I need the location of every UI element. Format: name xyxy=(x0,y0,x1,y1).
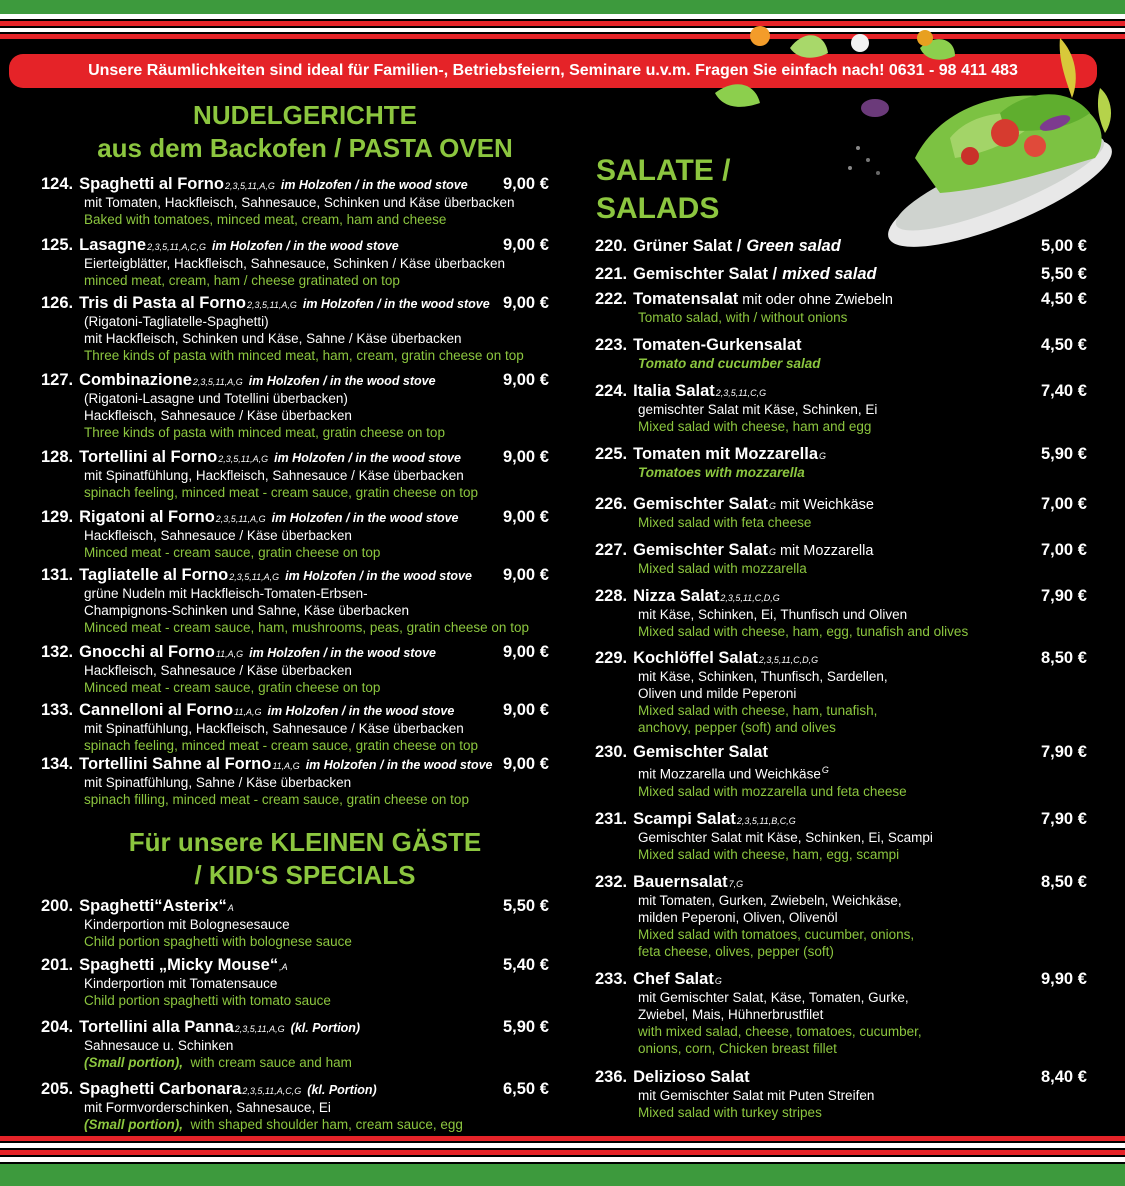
item-title-row xyxy=(595,495,874,514)
item-number: 125. xyxy=(41,236,74,254)
menu-item xyxy=(41,897,549,950)
item-allergens: 2,3,5,11,C,G xyxy=(715,388,767,398)
menu-item xyxy=(595,970,1087,1057)
item-price: 5,50 € xyxy=(503,897,549,915)
item-number: 131. xyxy=(41,566,74,584)
item-allergens: G xyxy=(819,451,827,461)
item-number: 232. xyxy=(595,873,628,891)
item-name: Tortellini al Forno xyxy=(79,448,218,466)
item-number: 129. xyxy=(41,508,74,526)
item-title-row xyxy=(41,508,458,527)
item-description: grüne Nudeln mit Hackfleisch-Tomaten-Erbsen- xyxy=(84,586,368,601)
item-title-row xyxy=(595,445,826,464)
item-description-english: Minced meat - cream sauce, gratin cheese on top xyxy=(84,545,381,560)
item-description-english: with mixed salad, cheese, tomatoes, cucumber, xyxy=(638,1024,922,1039)
item-description-english: anchovy, pepper (soft) and olives xyxy=(638,720,836,735)
item-description-english: minced meat, cream, ham / cheese gratinated on top xyxy=(84,273,400,288)
item-name-english: Green salad xyxy=(746,237,841,255)
item-description-english: Tomatoes with mozzarella xyxy=(638,465,805,480)
item-allergens: 2,3,5,11,A,G xyxy=(215,514,266,524)
item-description: Hackfleisch, Sahnesauce / Käse überbacken xyxy=(84,528,352,543)
item-price: 5,90 € xyxy=(1041,445,1087,463)
item-title-row xyxy=(595,1068,874,1087)
item-number: 128. xyxy=(41,448,74,466)
item-description-english xyxy=(84,1116,463,1133)
item-name: Gemischter Salat xyxy=(633,541,768,559)
item-description-english: spinach filling, minced meat - cream sauce, gratin cheese on top xyxy=(84,792,469,807)
item-description: mit Spinatfühlung, Hackfleisch, Sahnesauce / Käse überbacken xyxy=(84,721,464,736)
item-description: Gemischter Salat mit Käse, Schinken, Ei, Scampi xyxy=(638,830,933,845)
item-title-row xyxy=(41,643,436,662)
kids-specials-heading: Für unsere KLEINEN GÄSTE / KID‘S SPECIALS xyxy=(128,827,482,890)
item-note: (kl. Portion) xyxy=(290,1021,361,1035)
item-name: Gemischter Salat / xyxy=(633,265,778,283)
item-name: Spaghetti“Asterix“ xyxy=(79,897,227,915)
item-name: Gnocchi al Forno xyxy=(79,643,215,661)
item-description-english xyxy=(84,1054,360,1071)
item-title-row xyxy=(595,810,933,829)
item-note: im Holzofen / in the wood stove xyxy=(280,178,468,192)
item-name: Tomaten mit Mozzarella xyxy=(633,445,819,463)
item-description-english: feta cheese, olives, pepper (soft) xyxy=(638,944,834,959)
menu-item xyxy=(41,1080,549,1133)
item-number: 228. xyxy=(595,587,628,605)
item-note: (kl. Portion) xyxy=(307,1083,377,1097)
item-number: 226. xyxy=(595,495,628,513)
item-name: Kochlöffel Salat xyxy=(633,649,758,667)
item-description-english: Three kinds of pasta with minced meat, gratin cheese on top xyxy=(84,425,445,440)
item-name: Combinazione xyxy=(79,371,192,389)
item-description: mit Käse, Schinken, Ei, Thunfisch und Oliven xyxy=(638,607,908,622)
item-allergens: 2,3,5,11,A,G xyxy=(224,181,275,191)
item-note: im Holzofen / in the wood stove xyxy=(305,758,493,772)
item-description-english: Child portion spaghetti with tomato sauce xyxy=(84,993,331,1008)
item-name: Cannelloni al Forno xyxy=(79,701,234,719)
item-number: 227. xyxy=(595,541,628,559)
item-description-english: Mixed salad with cheese, ham, egg, tunafish and olives xyxy=(638,624,969,639)
item-price: 8,50 € xyxy=(1041,873,1087,891)
pasta-oven-heading: NUDELGERICHTE aus dem Backofen / PASTA OVEN xyxy=(97,100,513,163)
item-name: Tortellini alla Panna xyxy=(79,1018,234,1036)
item-description: mit Käse, Schinken, Thunfisch, Sardellen, xyxy=(638,669,888,684)
item-title-row xyxy=(41,236,505,255)
item-description-english: onions, corn, Chicken breast fillet xyxy=(638,1041,837,1056)
item-name: Delizioso Salat xyxy=(633,1068,750,1086)
item-name: Gemischter Salat xyxy=(633,495,768,513)
item-note: im Holzofen / in the wood stove xyxy=(267,704,455,718)
menu-item xyxy=(595,336,1087,372)
item-allergens: 2,3,5,11,C,D,G xyxy=(720,593,780,603)
item-description-english: Mixed salad with mozzarella und feta cheese xyxy=(638,783,907,799)
item-description: (Rigatoni-Tagliatelle-Spaghetti) xyxy=(84,314,269,329)
salads-heading: SALATE / SALADS xyxy=(596,154,731,225)
item-number: 200. xyxy=(41,897,74,915)
item-title-row xyxy=(595,237,841,256)
menu-item xyxy=(41,448,549,501)
item-allergens: 2,3,5,11,A,G xyxy=(218,454,269,464)
item-allergens: G xyxy=(768,501,776,511)
item-description-english: Mixed salad with turkey stripes xyxy=(638,1105,822,1120)
item-price: 9,00 € xyxy=(503,448,549,466)
item-number: 231. xyxy=(595,810,628,828)
item-number: 233. xyxy=(595,970,628,988)
item-title-row xyxy=(41,294,524,313)
item-description-english-text: with cream sauce and ham xyxy=(183,1055,352,1070)
item-description: mit Gemischter Salat, Käse, Tomaten, Gurke, xyxy=(638,990,909,1005)
item-allergens: G xyxy=(714,976,722,986)
item-number: 127. xyxy=(41,371,74,389)
item-allergens: 2,3,5,11,A,C,G xyxy=(147,242,206,252)
menu-item xyxy=(41,643,549,696)
item-note: im Holzofen / in the wood stove xyxy=(271,511,459,525)
item-description: Zwiebel, Mais, Hühnerbrustfilet xyxy=(638,1007,824,1022)
item-number: 229. xyxy=(595,649,628,667)
item-description: mit Tomaten, Gurken, Zwiebeln, Weichkäse, xyxy=(638,893,902,908)
item-description-english: Three kinds of pasta with minced meat, ham, cream, gratin cheese on top xyxy=(84,348,524,363)
menu-item xyxy=(595,290,1087,326)
item-description: Eierteigblätter, Hackfleisch, Sahnesauce, Schinken / Käse überbacken xyxy=(84,256,505,271)
item-allergens: 2,3,5,11,A,G xyxy=(229,572,280,582)
item-allergens: ,A xyxy=(279,962,288,972)
item-allergens: 2,3,5,11,A,G xyxy=(247,300,297,310)
item-name-detail: mit Mozzarella xyxy=(779,543,874,559)
menu-item xyxy=(595,587,1087,640)
item-price: 5,90 € xyxy=(503,1018,549,1036)
item-price: 9,00 € xyxy=(503,371,549,389)
item-price: 9,00 € xyxy=(503,175,549,193)
item-price: 7,90 € xyxy=(1041,810,1087,828)
item-description-english-text: with shaped shoulder ham, cream sauce, egg xyxy=(183,1117,463,1132)
item-number: 134. xyxy=(41,755,74,773)
item-title-row xyxy=(595,743,907,762)
item-number: 205. xyxy=(41,1080,74,1098)
item-name: Grüner Salat / xyxy=(633,237,742,255)
item-name: Nizza Salat xyxy=(633,587,720,605)
item-description-english: spinach feeling, minced meat - cream sauce, gratin cheese on top xyxy=(84,738,478,753)
item-description: mit Gemischter Salat mit Puten Streifen xyxy=(638,1088,875,1103)
item-title-row xyxy=(595,382,877,401)
menu-item xyxy=(595,382,1087,435)
item-allergens: 2,3,5,11,A,G xyxy=(234,1024,285,1034)
item-price: 9,90 € xyxy=(1041,970,1087,988)
item-number: 126. xyxy=(41,294,74,312)
item-name: Spaghetti Carbonara xyxy=(79,1080,242,1098)
item-title-row xyxy=(595,336,821,355)
item-note: im Holzofen / in the wood stove xyxy=(249,646,436,660)
item-number: 222. xyxy=(595,290,628,308)
item-name: Tris di Pasta al Forno xyxy=(79,294,247,312)
menu-item xyxy=(595,265,1087,284)
item-name: Rigatoni al Forno xyxy=(79,508,215,526)
item-title-row xyxy=(595,290,893,309)
item-description-english: Mixed salad with cheese, ham, egg, scampi xyxy=(638,847,900,862)
item-description: Champignons-Schinken und Sahne, Käse überbacken xyxy=(84,603,409,618)
item-allergens: 7,G xyxy=(728,879,744,889)
item-number: 204. xyxy=(41,1018,74,1036)
item-price: 5,00 € xyxy=(1041,237,1087,255)
menu-item xyxy=(41,701,549,754)
item-price: 7,90 € xyxy=(1041,587,1087,605)
bottom-flag-stripes xyxy=(0,1136,1125,1186)
item-title-row xyxy=(41,956,331,975)
item-allergens: 11,A,G xyxy=(272,761,300,771)
item-name-english: mixed salad xyxy=(782,265,877,283)
menu-item xyxy=(41,508,549,561)
item-title-row xyxy=(41,175,515,194)
item-name: Tagliatelle al Forno xyxy=(79,566,229,584)
item-allergens: 2,3,5,11,C,D,G xyxy=(758,655,819,665)
item-description-english: Mixed salad with feta cheese xyxy=(638,515,812,530)
item-description-english: Minced meat - cream sauce, ham, mushrooms, peas, gratin cheese on top xyxy=(84,620,529,635)
menu-item xyxy=(595,541,1087,577)
item-number: 201. xyxy=(41,956,74,974)
menu-item xyxy=(595,237,1087,256)
menu-item xyxy=(595,445,1087,481)
menu-item xyxy=(595,873,1087,960)
item-title-row xyxy=(41,566,529,585)
menu-item xyxy=(41,175,549,228)
item-price: 9,00 € xyxy=(503,643,549,661)
item-description-english: Child portion spaghetti with bolognese sauce xyxy=(84,934,352,949)
menu-item xyxy=(41,1018,549,1071)
item-description: Sahnesauce u. Schinken xyxy=(84,1038,234,1053)
item-price: 7,00 € xyxy=(1041,541,1087,559)
item-price: 7,40 € xyxy=(1041,382,1087,400)
item-name: Italia Salat xyxy=(633,382,715,400)
info-banner: Unsere Räumlichkeiten sind ideal für Familien-, Betriebsfeiern, Seminare u.v.m. Fragen Sie einfach nach! 0631 - 98 411 483 xyxy=(9,54,1097,88)
item-title-row xyxy=(595,970,922,989)
item-title-row xyxy=(595,649,888,668)
item-description-english: Tomato salad, with / without onions xyxy=(638,310,848,325)
item-description-english: Mixed salad with mozzarella xyxy=(638,561,807,576)
item-description: mit Mozzarella und Weichkäse$^G$ xyxy=(638,765,829,782)
item-name: Tomaten-Gurkensalat xyxy=(633,336,802,354)
item-name: Lasagne xyxy=(79,236,147,254)
menu-item xyxy=(595,649,1087,736)
item-description: Hackfleisch, Sahnesauce / Käse überbacken xyxy=(84,408,352,423)
item-allergens: G xyxy=(821,765,829,775)
item-description: milden Peperoni, Oliven, Olivenöl xyxy=(638,910,838,925)
item-description: mit Spinatfühlung, Hackfleisch, Sahnesauce / Käse überbacken xyxy=(84,468,464,483)
item-number: 224. xyxy=(595,382,628,400)
item-description: mit Hackfleisch, Schinken und Käse, Sahne / Käse überbacken xyxy=(84,331,462,346)
menu-item xyxy=(595,1068,1087,1121)
item-allergens: 2,3,5,11,B,C,G xyxy=(736,816,796,826)
item-title-row xyxy=(41,1080,463,1099)
item-number: 132. xyxy=(41,643,74,661)
menu-item xyxy=(41,371,549,441)
item-description: Kinderportion mit Bolognesesauce xyxy=(84,917,290,932)
item-description: Kinderportion mit Tomatensauce xyxy=(84,976,278,991)
item-allergens: 2,3,5,11,A,G xyxy=(192,377,243,387)
menu-item xyxy=(41,956,549,1009)
item-description-english: Mixed salad with cheese, ham, tunafish, xyxy=(638,703,878,718)
item-price: 7,90 € xyxy=(1041,743,1087,761)
item-number: 220. xyxy=(595,237,628,255)
item-description-english: Minced meat - cream sauce, gratin cheese on top xyxy=(84,680,381,695)
item-title-row xyxy=(41,897,352,916)
menu-item xyxy=(41,294,549,364)
item-name: Tomatensalat xyxy=(633,290,739,308)
item-name: Bauernsalat xyxy=(633,873,728,891)
item-number: 236. xyxy=(595,1068,628,1086)
item-note: im Holzofen / in the wood stove xyxy=(274,451,461,465)
item-price: 9,00 € xyxy=(503,508,549,526)
menu-item xyxy=(595,743,1087,800)
item-name: Tortellini Sahne al Forno xyxy=(79,755,272,773)
item-allergens: 11,A,G xyxy=(215,649,244,659)
item-title-row xyxy=(41,701,478,720)
item-description: (Rigatoni-Lasagne und Totellini überbacken) xyxy=(84,391,348,406)
item-name: Spaghetti „Micky Mouse“ xyxy=(79,956,279,974)
item-number: 225. xyxy=(595,445,628,463)
item-number: 124. xyxy=(41,175,74,193)
item-note: im Holzofen / in the wood stove xyxy=(285,569,472,583)
menu-item xyxy=(41,236,549,289)
item-description: mit Spinatfühlung, Sahne / Käse überbacken xyxy=(84,775,352,790)
item-portion-note: (Small portion), xyxy=(84,1117,183,1132)
item-name: Chef Salat xyxy=(633,970,714,988)
item-description-english: Tomato and cucumber salad xyxy=(638,356,821,371)
item-number: 133. xyxy=(41,701,74,719)
item-description-english: spinach feeling, minced meat - cream sauce, gratin cheese on top xyxy=(84,485,478,500)
item-name: Scampi Salat xyxy=(633,810,736,828)
item-name: Gemischter Salat xyxy=(633,743,768,761)
item-title-row xyxy=(595,587,968,606)
item-description: Hackfleisch, Sahnesauce / Käse überbacken xyxy=(84,663,352,678)
item-price: 6,50 € xyxy=(503,1080,549,1098)
item-note: im Holzofen / in the wood stove xyxy=(211,239,399,253)
item-title-row xyxy=(41,755,493,774)
menu-item xyxy=(41,566,549,636)
item-price: 5,40 € xyxy=(503,956,549,974)
item-description: mit Formvorderschinken, Sahnesauce, Ei xyxy=(84,1100,331,1115)
item-name-detail: mit oder ohne Zwiebeln xyxy=(742,292,893,308)
item-description-english: Baked with tomatoes, minced meat, cream, ham and cheese xyxy=(84,212,447,227)
item-price: 8,50 € xyxy=(1041,649,1087,667)
menu-item xyxy=(41,755,549,808)
item-allergens: 2,3,5,11,A,C,G xyxy=(242,1086,302,1096)
item-note: im Holzofen / in the wood stove xyxy=(302,297,490,311)
item-price: 4,50 € xyxy=(1041,290,1087,308)
item-number: 223. xyxy=(595,336,628,354)
item-price: 5,50 € xyxy=(1041,265,1087,283)
item-portion-note: (Small portion), xyxy=(84,1055,183,1070)
item-title-row xyxy=(41,1018,360,1037)
item-allergens: A xyxy=(227,903,234,913)
item-name-detail: mit Weichkäse xyxy=(779,497,874,513)
item-allergens: G xyxy=(768,547,776,557)
item-price: 4,50 € xyxy=(1041,336,1087,354)
item-title-row xyxy=(595,873,914,892)
item-price: 9,00 € xyxy=(503,236,549,254)
item-number: 221. xyxy=(595,265,628,283)
item-price: 9,00 € xyxy=(503,566,549,584)
item-title-row xyxy=(41,371,445,390)
item-price: 9,00 € xyxy=(503,755,549,773)
menu-item xyxy=(595,810,1087,863)
item-price: 9,00 € xyxy=(503,294,549,312)
item-price: 8,40 € xyxy=(1041,1068,1087,1086)
item-title-row xyxy=(595,541,873,560)
item-name: Spaghetti al Forno xyxy=(79,175,224,193)
item-title-row xyxy=(595,265,877,284)
item-number: 230. xyxy=(595,743,628,761)
menu-item xyxy=(595,495,1087,531)
item-allergens: 11,A,G xyxy=(234,707,262,717)
item-price: 9,00 € xyxy=(503,701,549,719)
item-description-english: Mixed salad with cheese, ham and egg xyxy=(638,419,872,434)
item-description-english: Mixed salad with tomatoes, cucumber, onions, xyxy=(638,927,915,942)
item-description: mit Tomaten, Hackfleisch, Sahnesauce, Schinken und Käse überbacken xyxy=(84,195,515,210)
item-note: im Holzofen / in the wood stove xyxy=(248,374,436,388)
item-price: 7,00 € xyxy=(1041,495,1087,513)
item-description: Oliven und milde Peperoni xyxy=(638,686,797,701)
item-description: gemischter Salat mit Käse, Schinken, Ei xyxy=(638,402,878,417)
item-title-row xyxy=(41,448,478,467)
